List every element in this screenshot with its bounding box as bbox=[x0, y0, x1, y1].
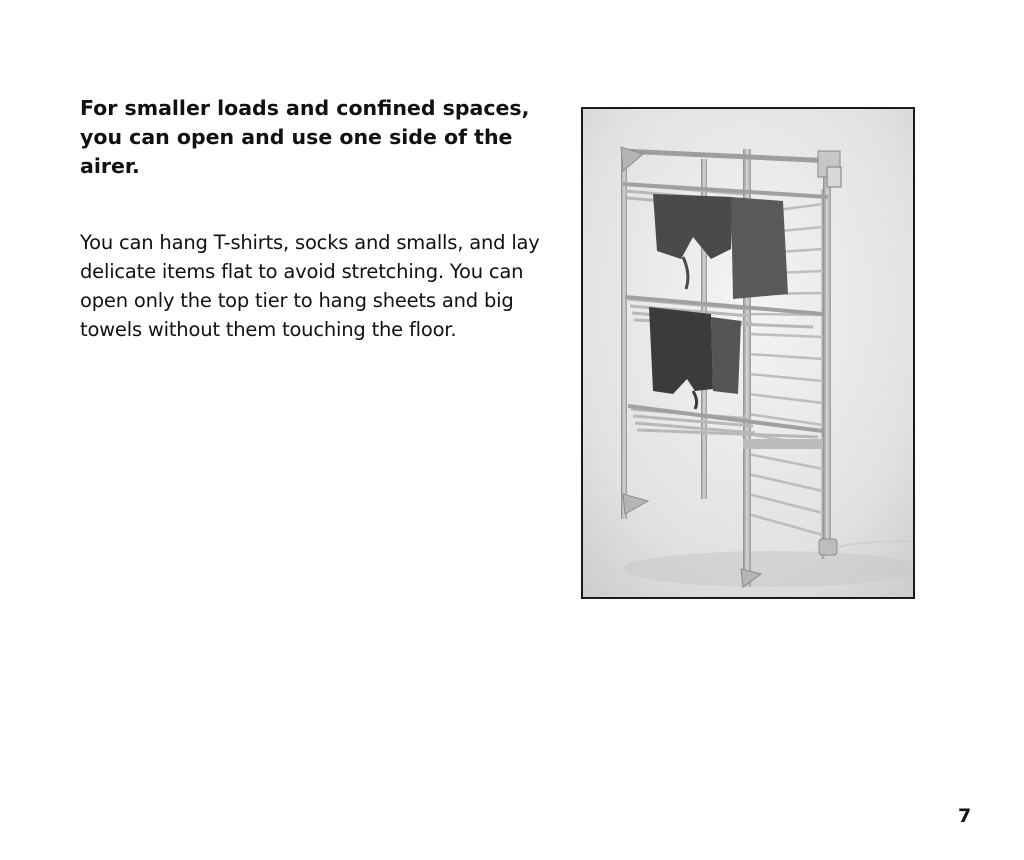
heated-airer-illustration bbox=[583, 109, 913, 597]
page-number: 7 bbox=[958, 805, 972, 827]
section-heading: For smaller loads and confined spaces, you can open and use one side of the airer. bbox=[80, 96, 530, 178]
body-paragraph: You can hang T-shirts, socks and smalls, and lay delicate items flat to avoid stretching. You can open only the top tier to hang sheets and big towels without them touching the floor. bbox=[80, 231, 540, 341]
airer-photo bbox=[581, 107, 915, 599]
